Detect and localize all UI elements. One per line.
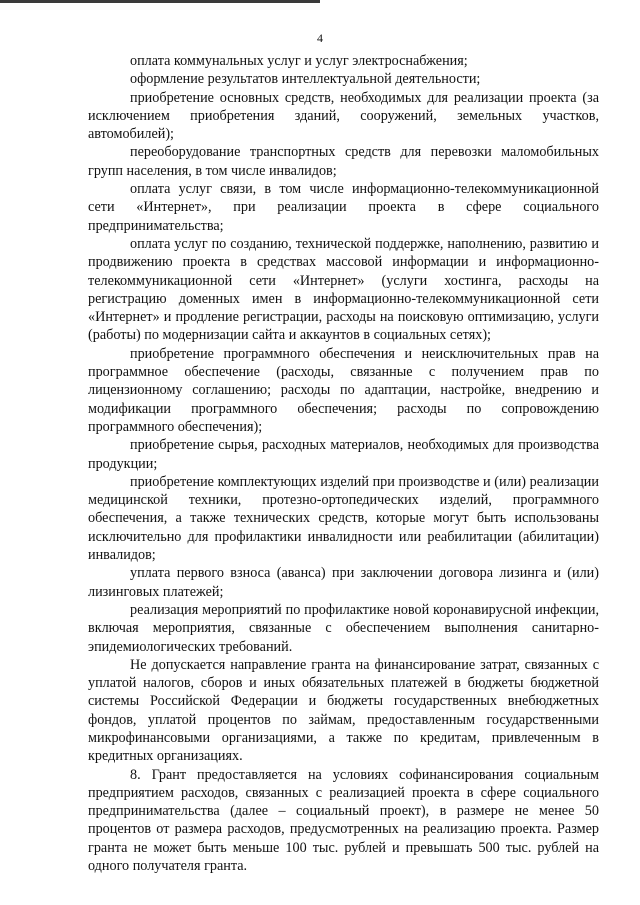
paragraph-leasing: уплата первого взноса (аванса) при заключении договора лизинга и (или) лизинговых платежей;: [88, 565, 599, 600]
top-border-line: [0, 0, 320, 3]
paragraph-covid-prevention: реализация мероприятий по профилактике новой коронавирусной инфекции, включая мероприятия, связанные с обеспечением выполнения санитарно-эпидемиологических требований.: [88, 601, 599, 655]
paragraph-media-promotion: оплата услуг по созданию, технической поддержке, наполнению, развитию и продвижению проекта в средствах массовой информации и информационно-телекоммуникационной сети «Интернет» (услуги хостинга, расходы на регистрацию доменных имен в информационно-телекоммуникационной сети «Интернет» и продление регистрации, расходы на поисковую оптимизацию, услуги (работы) по модернизации сайта и аккаунтов в социальных сетях);: [88, 235, 599, 344]
paragraph-vehicle-conversion: переоборудование транспортных средств для перевозки маломобильных групп населения, в том числе инвалидов;: [88, 144, 599, 179]
paragraph-prohibited-expenses: Не допускается направление гранта на финансирование затрат, связанных с уплатой налогов, сборов и иных обязательных платежей в бюджеты бюджетной системы Российской Федерации и бюджеты государственных внебюджетных фондов, уплатой процентов по займам, предоставленным государственными микрофинансовыми организациями, а также по кредитам, привлеченным в кредитных организациях.: [88, 656, 599, 765]
document-body: [88, 52, 599, 875]
page-number: 4: [317, 31, 323, 45]
paragraph-software: приобретение программного обеспечения и неисключительных прав на программное обеспечение (расходы, связанные с получением прав по лицензионному соглашению; расходы по адаптации, настройке, внедрению и модификации программного обеспечения; расходы по сопровождению программного обеспечения);: [88, 345, 599, 435]
paragraph-section-8-cofinancing: 8. Грант предоставляется на условиях софинансирования социальным предприятием расходов, связанных с реализацией проекта в сфере социального предпринимательства (далее – социальный проект), в размере не менее 50 процентов от размера расходов, предусмотренных на реализацию проекта. Размер гранта не может быть меньше 100 тыс. рублей и превышать 500 тыс. рублей на одного получателя гранта.: [88, 766, 599, 875]
paragraph-utilities: оплата коммунальных услуг и услуг электроснабжения;: [130, 53, 468, 69]
paragraph-medical-components: приобретение комплектующих изделий при производстве и (или) реализации медицинской техники, протезно-ортопедических изделий, программного обеспечения, а также технических средств, которые могут быть использованы исключительно для профилактики инвалидности или реабилитации (абилитации) инвалидов;: [88, 473, 599, 564]
paragraph-fixed-assets: приобретение основных средств, необходимых для реализации проекта (за исключением приобретения зданий, сооружений, земельных участков, автомобилей);: [88, 89, 599, 143]
paragraph-intellectual-property: оформление результатов интеллектуальной деятельности;: [130, 71, 481, 88]
paragraph-raw-materials: приобретение сырья, расходных материалов, необходимых для производства продукции;: [88, 437, 599, 472]
paragraph-communication-services: оплата услуг связи, в том числе информационно-телекоммуникационной сети «Интернет», при реализации проекта в сфере социального предпринимательства;: [88, 181, 599, 234]
